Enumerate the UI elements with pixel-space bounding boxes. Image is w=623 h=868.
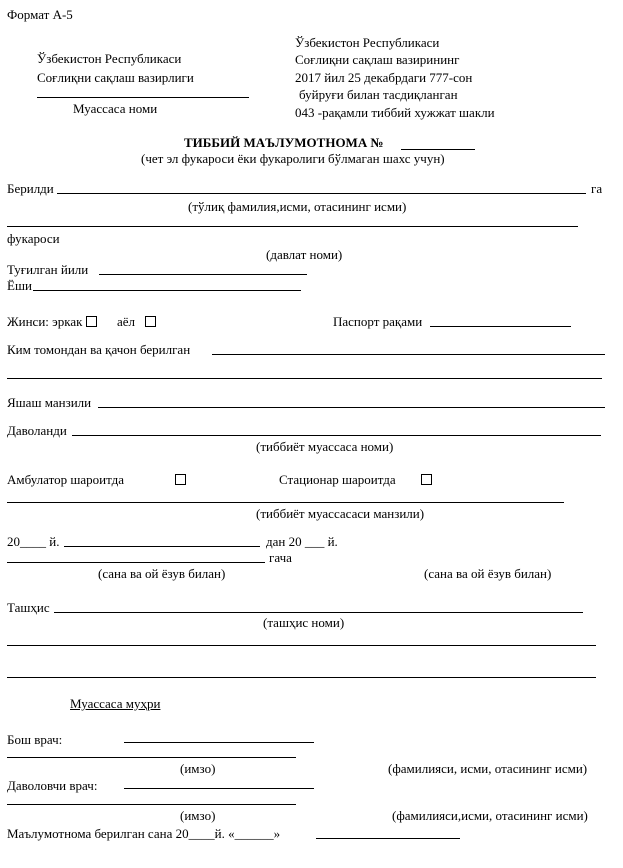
attending-signature-caption: (имзо) xyxy=(180,808,216,823)
birth-year-field[interactable] xyxy=(99,274,307,275)
chief-doctor-signature-field[interactable] xyxy=(7,757,296,758)
seal-label: Муассаса муҳри xyxy=(70,696,161,711)
inpatient-checkbox[interactable] xyxy=(421,474,432,485)
passport-label: Паспорт рақами xyxy=(333,314,423,329)
outpatient-label: Амбулатор шароитда xyxy=(7,472,124,487)
given-to-field-2[interactable] xyxy=(7,226,578,227)
treated-label: Даволанди xyxy=(7,423,67,438)
chief-name-caption: (фамилияси, исми, отасининг исми) xyxy=(388,761,588,776)
from-suffix: дан 20 ___ й. xyxy=(266,534,338,549)
attending-name-caption: (фамилияси,исми, отасининг исми) xyxy=(392,808,588,823)
left-header-ministry: Соғлиқни сақлаш вазирлиги xyxy=(37,70,194,85)
gender-female-label: аёл xyxy=(117,314,136,329)
institution-address-field[interactable] xyxy=(7,502,564,503)
chief-signature-caption: (имзо) xyxy=(180,761,216,776)
diagnosis-label: Ташҳис xyxy=(7,600,50,615)
until-suffix: гача xyxy=(269,550,292,565)
right-header-line1: Ўзбекистон Республикаси xyxy=(295,35,440,50)
outpatient-checkbox[interactable] xyxy=(175,474,186,485)
given-to-suffix: га xyxy=(591,181,603,196)
gender-label xyxy=(7,315,97,328)
issued-by-field-2[interactable] xyxy=(7,378,602,379)
diagnosis-caption: (ташҳис номи) xyxy=(263,615,345,630)
date-caption-right: (сана ва ой ёзув билан) xyxy=(424,566,552,581)
certificate-number-line[interactable] xyxy=(401,149,475,150)
from-date-field[interactable] xyxy=(64,546,260,547)
country-caption: (давлат номи) xyxy=(266,247,343,262)
format-label: Формат А-5 xyxy=(7,7,73,22)
right-header-line2: Соғлиқни сақлаш вазирининг xyxy=(295,52,460,67)
left-header-republic: Ўзбекистон Республикаси xyxy=(37,51,182,66)
issue-date-label: Маълумотнома берилган сана 20____й. «______» xyxy=(7,826,281,841)
diagnosis-field-3[interactable] xyxy=(7,677,596,678)
diagnosis-field[interactable] xyxy=(54,612,583,613)
attending-doctor-signature-field[interactable] xyxy=(7,804,296,805)
passport-field[interactable] xyxy=(430,326,571,327)
institution-name-caption-2: (тиббиёт муассаса номи) xyxy=(256,439,394,454)
institution-address-caption: (тиббиёт муассасаси манзили) xyxy=(256,506,425,521)
document-title: ТИББИЙ МАЪЛУМОТНОМА № xyxy=(184,135,384,150)
document-subtitle: (чет эл фукароси ёки фукаролиги бўлмаган шахс учун) xyxy=(141,151,445,166)
institution-name-caption: Муассаса номи xyxy=(73,101,158,116)
given-to-label: Берилди xyxy=(7,181,54,196)
institution-name-line[interactable] xyxy=(37,97,249,98)
date-caption-left: (сана ва ой ёзув билан) xyxy=(98,566,226,581)
inpatient-label: Стационар шароитда xyxy=(279,472,396,487)
address-field[interactable] xyxy=(98,407,605,408)
given-to-caption: (тўлиқ фамилия,исми, отасининг исми) xyxy=(188,199,407,214)
female-checkbox[interactable] xyxy=(145,316,156,327)
address-label: Яшаш манзили xyxy=(7,395,92,410)
treated-field[interactable] xyxy=(72,435,601,436)
right-header-line3: 2017 йил 25 декабрдаги 777-сон xyxy=(295,70,473,85)
issued-by-label: Ким томондан ва қачон берилган xyxy=(7,342,191,357)
citizen-label: фукароси xyxy=(7,231,60,246)
age-field[interactable] xyxy=(33,290,301,291)
attending-doctor-name-field[interactable] xyxy=(124,788,314,789)
until-date-field[interactable] xyxy=(7,562,265,563)
given-to-field[interactable] xyxy=(57,193,586,194)
issue-date-field[interactable] xyxy=(316,838,460,839)
from-year-label: 20____ й. xyxy=(7,534,60,549)
gender-male-label: Жинси: эркак xyxy=(7,314,83,329)
age-label: Ёши xyxy=(7,278,32,293)
right-header-line4: буйруғи билан тасдиқланган xyxy=(299,87,458,102)
diagnosis-field-2[interactable] xyxy=(7,645,596,646)
issued-by-field[interactable] xyxy=(212,354,605,355)
chief-doctor-name-field[interactable] xyxy=(124,742,314,743)
birth-year-label: Туғилган йили xyxy=(7,262,89,277)
gender-female xyxy=(117,315,156,328)
right-header-line5: 043 -рақамли тиббий хужжат шакли xyxy=(295,105,495,120)
chief-doctor-label: Бош врач: xyxy=(7,732,63,747)
male-checkbox[interactable] xyxy=(86,316,97,327)
attending-doctor-label: Даволовчи врач: xyxy=(7,778,98,793)
